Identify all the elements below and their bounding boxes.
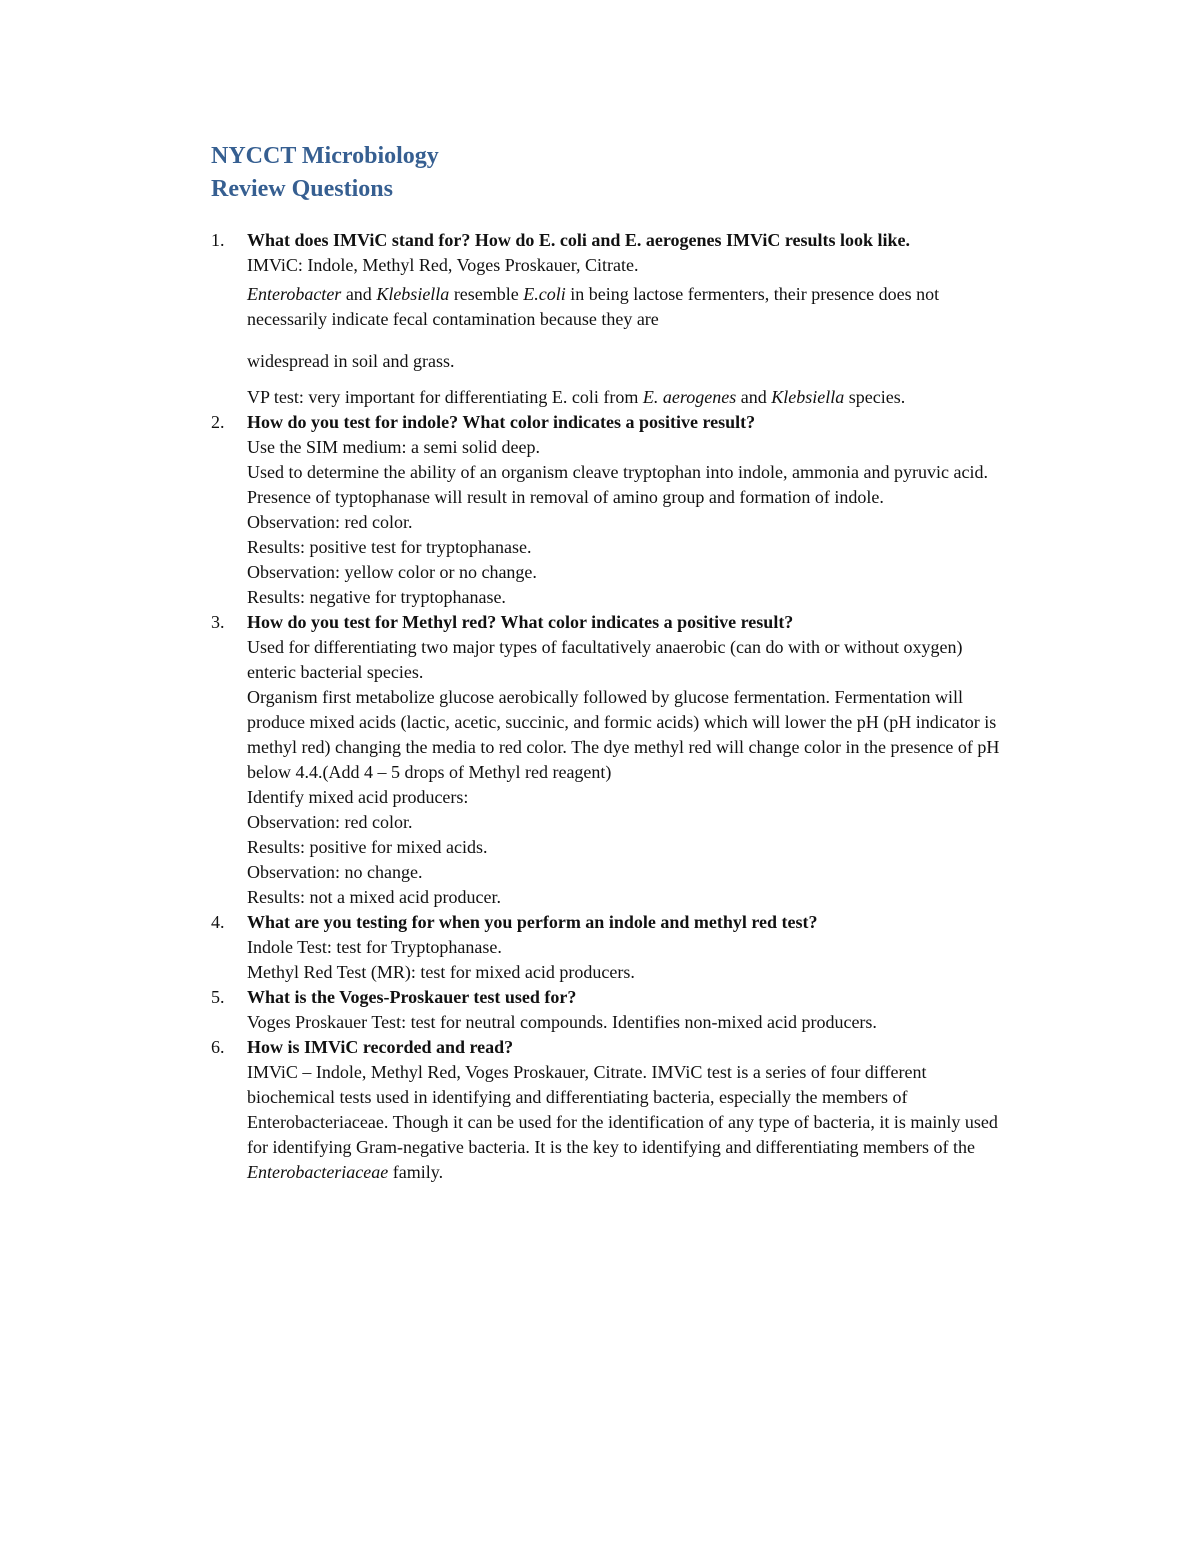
- question-item-4: [211, 910, 1010, 985]
- question-item-5: [211, 985, 1010, 1035]
- answer-line: Observation: red color.: [247, 512, 413, 532]
- question-number: 6.: [211, 1037, 225, 1057]
- answer-line: Used to determine the ability of an organism cleave tryptophan into indole, ammonia and pyruvic acid.: [247, 462, 988, 482]
- answer-line: Use the SIM medium: a semi solid deep.: [247, 437, 540, 457]
- answer-line: VP test: very important for differentiating E. coli from E. aerogenes and Klebsiella species.: [247, 387, 906, 407]
- answer-line: Observation: no change.: [247, 862, 423, 882]
- question-number: 1.: [211, 230, 225, 250]
- answer-line: Observation: yellow color or no change.: [247, 562, 537, 582]
- question-number: 2.: [211, 412, 225, 432]
- question-item-2: [211, 410, 1010, 610]
- answer-line: Used for differentiating two major types of facultatively anaerobic (can do with or without oxygen) enteric bacterial species.: [247, 637, 963, 682]
- question-text: What are you testing for when you perform an indole and methyl red test?: [247, 912, 818, 932]
- question-number: 5.: [211, 987, 225, 1007]
- document-title: [211, 140, 1010, 206]
- answer-line: Organism first metabolize glucose aerobically followed by glucose fermentation. Fermentation will produce mixed acids (lactic, acetic, succinic, and formic acids) which will lower the pH (pH indicator is methyl red) changing the media to red color. The dye methyl red will change color in the presence of pH below 4.4.(Add 4 – 5 drops of Methyl red reagent): [247, 687, 1000, 782]
- answer-line: Results: positive for mixed acids.: [247, 837, 488, 857]
- answer-line: Results: positive test for tryptophanase.: [247, 537, 532, 557]
- question-item-1: [211, 228, 1010, 410]
- italic-term: E. aerogenes: [642, 387, 737, 407]
- italic-term: Klebsiella: [376, 284, 450, 304]
- answer-line: widespread in soil and grass.: [247, 351, 455, 371]
- answer-line: Observation: red color.: [247, 812, 413, 832]
- question-text: What does IMViC stand for? How do E. coli and E. aerogenes IMViC results look like.: [247, 230, 911, 250]
- italic-term: Klebsiella: [771, 387, 845, 407]
- question-text: How is IMViC recorded and read?: [247, 1037, 514, 1057]
- question-number: 3.: [211, 612, 225, 632]
- question-text: What is the Voges-Proskauer test used for?: [247, 987, 577, 1007]
- question-text: How do you test for Methyl red? What color indicates a positive result?: [247, 612, 794, 632]
- question-item-3: [211, 610, 1010, 910]
- italic-term: E.coli: [523, 284, 566, 304]
- answer-line: Identify mixed acid producers:: [247, 787, 469, 807]
- italic-term: Enterobacteriaceae: [247, 1162, 389, 1182]
- answer-line: Results: negative for tryptophanase.: [247, 587, 506, 607]
- title-line-2: Review Questions: [211, 176, 393, 202]
- question-list: [211, 228, 1010, 1185]
- answer-line: IMViC: Indole, Methyl Red, Voges Proskauer, Citrate.: [247, 255, 639, 275]
- title-line-1: NYCCT Microbiology: [211, 143, 439, 169]
- question-text: How do you test for indole? What color indicates a positive result?: [247, 412, 756, 432]
- answer-line: Enterobacter and Klebsiella resemble E.coli in being lactose fermenters, their presence does not necessarily indicate fecal contamination because they are: [247, 284, 940, 329]
- question-number: 4.: [211, 912, 225, 932]
- question-item-6: [211, 1035, 1010, 1185]
- answer-line: IMViC – Indole, Methyl Red, Voges Proskauer, Citrate. IMViC test is a series of four different biochemical tests used in identifying and differentiating bacteria, especially the members of Enterobacteriaceae. Though it can be used for the identification of any type of bacteria, it is mainly used for identifying Gram-negative bacteria. It is the key to identifying and differentiating members of the Enterobacteriaceae family.: [247, 1062, 998, 1182]
- italic-term: Enterobacter: [247, 284, 342, 304]
- answer-line: Presence of typtophanase will result in removal of amino group and formation of indole.: [247, 487, 884, 507]
- answer-line: Voges Proskauer Test: test for neutral compounds. Identifies non-mixed acid producers.: [247, 1012, 877, 1032]
- answer-line: Results: not a mixed acid producer.: [247, 887, 501, 907]
- answer-line: Indole Test: test for Tryptophanase.: [247, 937, 502, 957]
- answer-line: Methyl Red Test (MR): test for mixed acid producers.: [247, 962, 635, 982]
